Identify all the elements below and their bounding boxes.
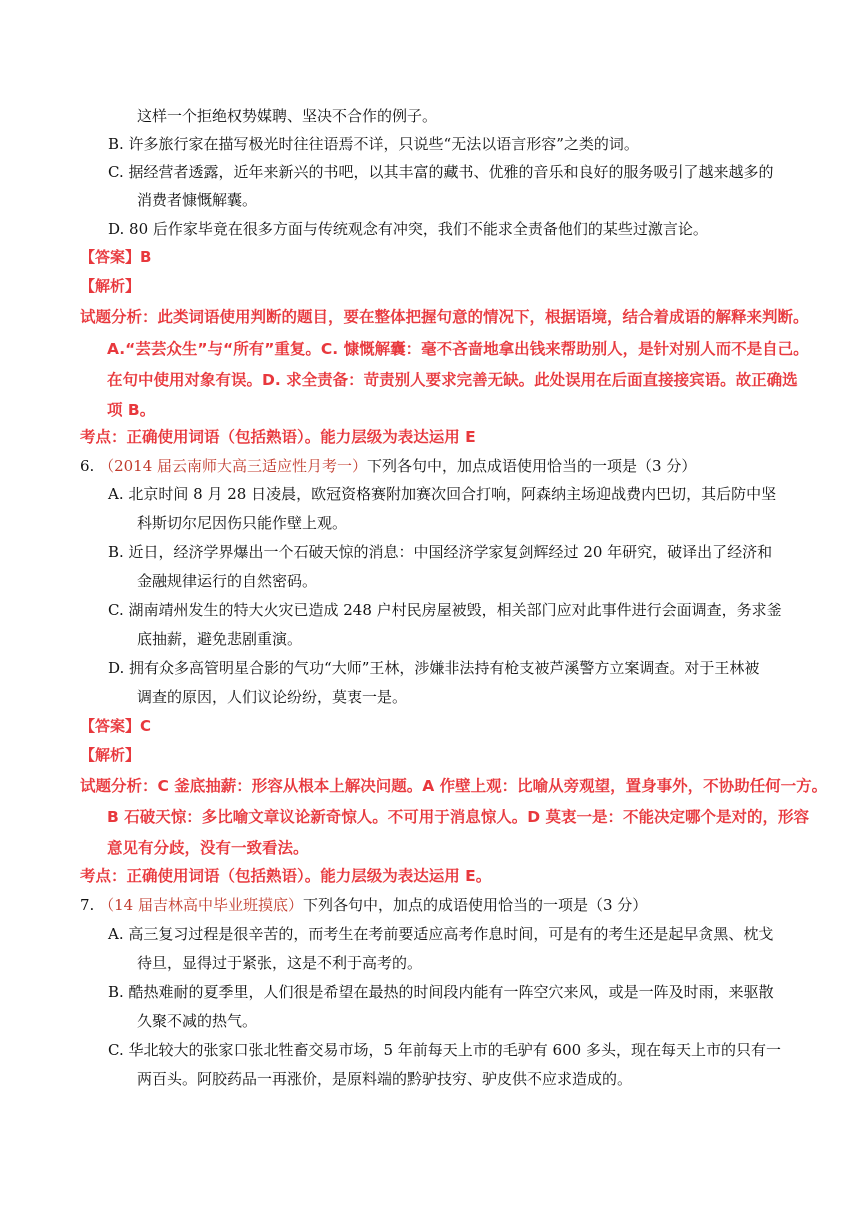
q7-option-b-line1: B. 酷热难耐的夏季里，人们很是希望在最热的时间段内能有一阵空穴来风，或是一阵及时雨，来驱散 <box>108 983 774 1001</box>
q5-option-c-line1: C. 据经营者透露，近年来新兴的书吧，以其丰富的藏书、优雅的音乐和良好的服务吸引了越来越多的 <box>108 163 774 181</box>
q5-knowledge-point: 考点：正确使用词语（包括熟语）。能力层级为表达运用 E <box>80 428 476 446</box>
q6-option-c-line1: C. 湖南靖州发生的特大火灾已造成 248 户村民房屋被毁，相关部门应对此事件进行会面调查，务求釜 <box>108 601 782 619</box>
q5-option-b: B. 许多旅行家在描写极光时往往语焉不详，只说些“无法以语言形容”之类的词。 <box>108 135 639 153</box>
q5-analysis-line4: 项 B。 <box>107 401 156 419</box>
q7-option-a-line1: A. 高三复习过程是很辛苦的，而考生在考前要适应高考作息时间，可是有的考生还是起早贪黑、枕戈 <box>108 925 774 943</box>
q7-option-b-line2: 久聚不减的热气。 <box>137 1012 258 1030</box>
q6-option-d-line1: D. 拥有众多高管明星合影的气功“大师”王林，涉嫌非法持有枪支被芦溪警方立案调查。对于王林被 <box>108 659 760 677</box>
q6-answer: 【答案】C <box>80 717 152 735</box>
q7-source: （14 届吉林高中毕业班摸底） <box>99 896 303 914</box>
q6-option-b-line2: 金融规律运行的自然密码。 <box>137 572 318 590</box>
q6-option-b-line1: B. 近日，经济学界爆出一个石破天惊的消息：中国经济学家复剑辉经过 20 年研究，破译出了经济和 <box>108 543 773 561</box>
q7-number: 7. <box>80 896 95 914</box>
q5-answer: 【答案】B <box>80 248 152 266</box>
q6-source: （2014 届云南师大高三适应性月考一） <box>99 457 368 475</box>
q6-analysis-line1: 试题分析：C 釜底抽薪：形容从根本上解决问题。A 作壁上观：比喻从旁观望，置身事外，不协助任何一方。 <box>80 777 828 795</box>
q5-analysis-line2: A.“芸芸众生”与“所有”重复。C. 慷慨解囊：毫不吝啬地拿出钱来帮助别人，是针对别人而不是自己。 <box>107 340 809 358</box>
q5-option-d: D. 80 后作家毕竟在很多方面与传统观念有冲突，我们不能求全责备他们的某些过激言论。 <box>108 220 708 238</box>
q5-option-c-line2: 消费者慷慨解囊。 <box>137 191 258 209</box>
q6-analysis-label: 【解析】 <box>80 746 141 764</box>
q7-stem: 下列各句中，加点的成语使用恰当的一项是（3 分） <box>302 896 648 914</box>
q6-number: 6. <box>80 457 95 475</box>
q6-option-a-line1: A. 北京时间 8 月 28 日凌晨，欧冠资格赛附加赛次回合打响，阿森纳主场迎战费内巴切，其后防中坚 <box>108 485 777 503</box>
q6-option-a-line2: 科斯切尔尼因伤只能作壁上观。 <box>137 514 348 532</box>
q5-analysis-line1: 试题分析：此类词语使用判断的题目，要在整体把握句意的情况下，根据语境，结合着成语的解释来判断。 <box>80 308 809 326</box>
q7-option-c-line2: 两百头。阿胶药品一再涨价，是原料端的黔驴技穷、驴皮供不应求造成的。 <box>137 1070 633 1088</box>
q6-header <box>80 456 696 476</box>
q7-option-a-line2: 待旦，显得过于紧张，这是不利于高考的。 <box>137 954 423 972</box>
q5-analysis-label: 【解析】 <box>80 277 141 295</box>
q5-analysis-line3: 在句中使用对象有误。D. 求全责备：苛责别人要求完善无缺。此处误用在后面直接接宾语。故正确选 <box>107 371 798 389</box>
q7-header <box>80 895 647 915</box>
q6-analysis-line2: B 石破天惊：多比喻文章议论新奇惊人。不可用于消息惊人。D 莫衷一是：不能决定哪个是对的，形容 <box>107 808 809 826</box>
q6-stem: 下列各句中，加点成语使用恰当的一项是（3 分） <box>367 457 697 475</box>
q6-knowledge-point: 考点：正确使用词语（包括熟语）。能力层级为表达运用 E。 <box>80 867 492 885</box>
q6-analysis-line3: 意见有分歧，没有一致看法。 <box>107 839 309 857</box>
q7-option-c-line1: C. 华北较大的张家口张北牲畜交易市场，5 年前每天上市的毛驴有 600 多头，现在每天上市的只有一 <box>108 1041 781 1059</box>
q6-option-c-line2: 底抽薪，避免悲剧重演。 <box>137 630 303 648</box>
q6-option-d-line2: 调查的原因，人们议论纷纷，莫衷一是。 <box>137 688 408 706</box>
q5-option-a-continuation: 这样一个拒绝权势媒聘、坚决不合作的例子。 <box>137 107 438 125</box>
